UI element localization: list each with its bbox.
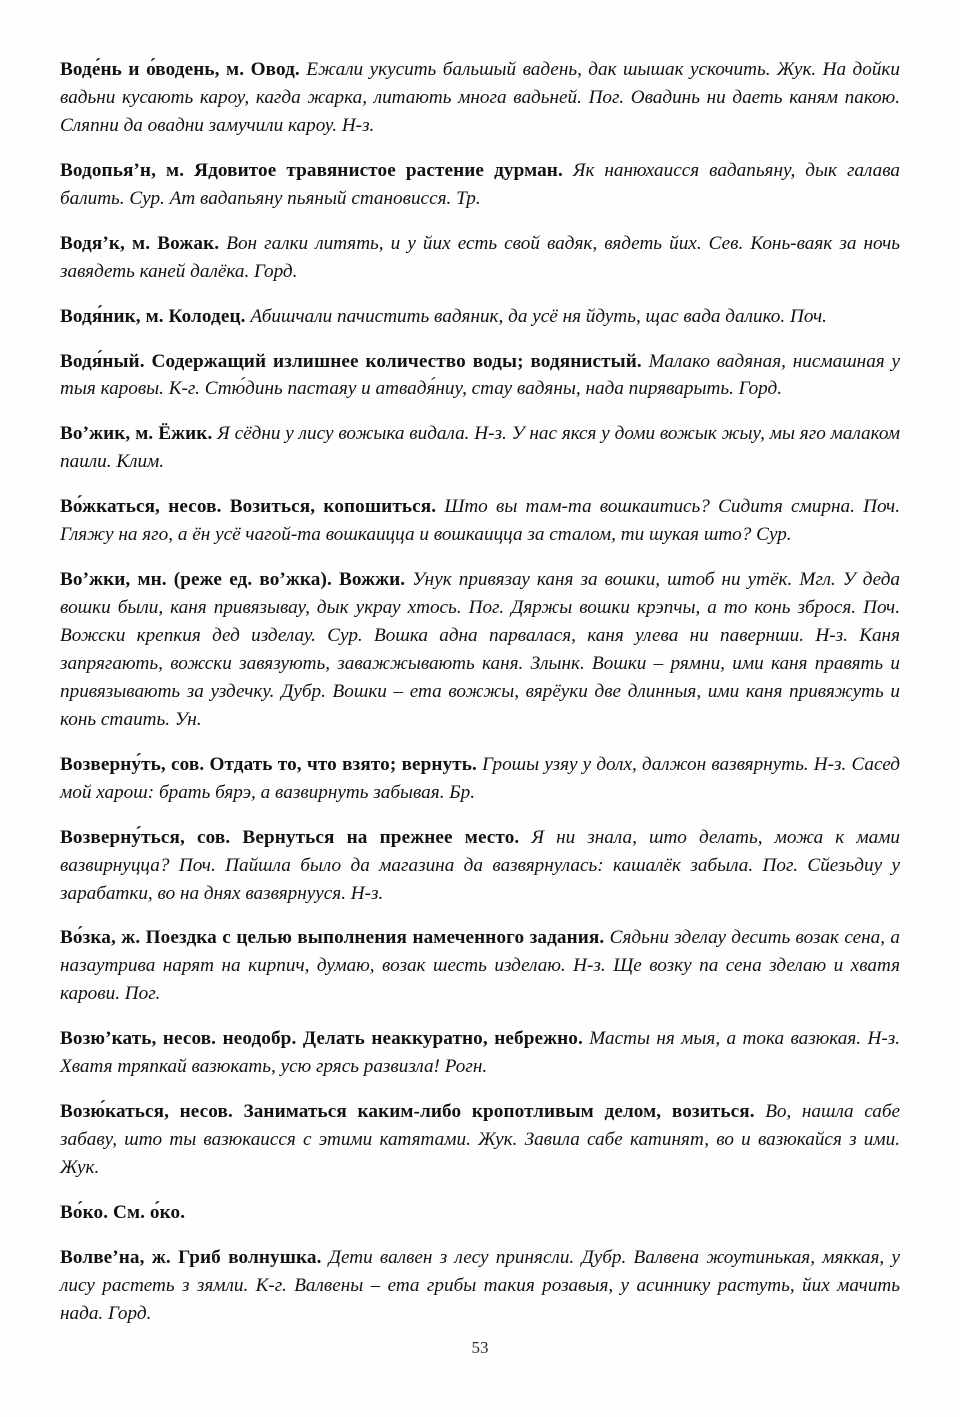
- entry-headword: Воде́нь и о́водень, м. Овод.: [60, 59, 300, 80]
- entry-examples: Дети валвен з лесу принясли. Дубр. Валвена жоутинькая, мяккая, у лису растеть з зямли. К-г. Валвены – ета грибы такия розавыя, у асиннику растуть, йих мачить нада. Горд.: [60, 1246, 901, 1324]
- entry-examples: Грошы узяу у долх, далжон вазвярнуть. Н-з. Сасед мой харош: брать бярэ, а вазвирнуть забывая. Бр.: [60, 753, 900, 803]
- entry-examples: Як нанюхаисся вадапьяну, дык галава балить. Сур. Ат вадапьяну пьяный становисся. Тр.: [60, 159, 901, 209]
- dictionary-entries-column: [60, 56, 900, 1328]
- entry-headword: Водя’к, м. Вожак.: [60, 232, 220, 254]
- entry-examples: Масты ня мыя, а тока вазюкая. Н-з. Хватя тряпкай вазюкать, усю грясь развизла! Рогн.: [60, 1028, 901, 1078]
- entry-headword: Возю́каться, несов. Заниматься каким-либо кропотливым делом, возиться.: [60, 1101, 755, 1123]
- entry-examples: Што вы там-та вошкаитись? Сидитя смирна. Поч. Гляжу на яго, а ён усё чагой-та вошкаицца и вошкаицца за сталом, ти шукая што? Сур.: [60, 496, 900, 546]
- dictionary-entry: [60, 1025, 900, 1081]
- entry-examples: Я ни знала, што делать, можа к мами вазвирнуцца? Поч. Пайшла было да магазина да вазвярнулась: кашалёк забыла. Пог. Сйезьдиу у зарабатки, во на днях вазвярнууся. Н-з.: [60, 826, 901, 904]
- entry-headword: Во́ко. См. о́ко.: [60, 1201, 186, 1223]
- dictionary-entry: [60, 348, 900, 404]
- entry-headword: Во́жкаться, несов. Возиться, копошиться.: [60, 496, 437, 518]
- entry-examples: Абишчали пачистить вадяник, да усё ня йдуть, щас вада далико. Поч.: [250, 305, 827, 327]
- dictionary-entry: [60, 157, 900, 213]
- entry-headword: Водя́ный. Содержащий излишнее количество воды; водянистый.: [60, 350, 642, 372]
- entry-headword: Волве’на, ж. Гриб волнушка.: [60, 1246, 322, 1268]
- entry-examples: Сядьни зделау десить возак сена, а назаутрива нарят на кирпич, думаю, возак шесть изделаю. Н-з. Ще возку па сена зделаю и хватя карови. Пог.: [60, 927, 901, 1005]
- dictionary-entry: [60, 751, 900, 807]
- entry-examples: Я сёдни у лису вожыка видала. Н-з. У нас якся у доми вожык жыу, мы яго малаком паили. Клим.: [60, 423, 900, 473]
- entry-headword: Во’жик, м. Ёжик.: [60, 423, 213, 445]
- dictionary-entry: [60, 420, 900, 476]
- entry-examples: Малако вадяная, нисмашная у тыя каровы. К-г. Стю́динь пастаяу и атвадя́ниу, стау вадяны, нада пиряварыть. Горд.: [60, 350, 900, 400]
- entry-examples: Во, нашла сабе забаву, што ты вазюкаисся с этими катятами. Жук. Завила сабе катинят, во и вазюкайся з ими. Жук.: [60, 1101, 900, 1178]
- dictionary-entry: [60, 230, 900, 286]
- dictionary-entry: [60, 566, 900, 734]
- entry-examples: Ежали укусить бальшый вадень, дак шышак ускочить. Жук. На дойки вадьни кусають кароу, кагда жарка, литають многа вадьней. Пог. Овадинь ни даеть каням пакою. Сляпни да овадни замучили кароу. Н-з.: [60, 59, 901, 136]
- entry-headword: Возверну́ться, сов. Вернуться на прежнее место.: [60, 826, 520, 848]
- dictionary-entry: [60, 824, 900, 908]
- entry-examples: Унук привязау каня за вошки, штоб ни утёк. Мгл. У деда вошки были, каня привязывау, дык украу хтось. Пог. Дяржы вошки крэпчы, а то конь зброся. Поч. Вожски крепкия дед изделау. Сур. Вошка адна парвалася, каня улева ни павернши. Н-з. Каня запрягають, вожски завязують, заважжывають каня. Злынк. Вошки – рямни, ими каня правять и привязывають за уздечку. Дубр. Вошки – ета вожжы, вярёуки две длинныя, ими каня привяжуть и конь стаить. Ун.: [60, 569, 900, 730]
- entry-headword: Возю’кать, несов. неодобр. Делать неаккуратно, небрежно.: [60, 1028, 583, 1050]
- entry-headword: Водопья’н, м. Ядовитое травянистое растение дурман.: [60, 159, 563, 181]
- entry-headword: Водя́ник, м. Колодец.: [60, 305, 246, 327]
- dictionary-entry: [60, 303, 900, 331]
- page-number: 53: [471, 1338, 489, 1357]
- entry-headword: Во’жки, мн. (реже ед. во’жка). Вожжи.: [60, 569, 406, 591]
- dictionary-entry: [60, 493, 900, 549]
- dictionary-entry: [60, 56, 900, 140]
- dictionary-entry: [60, 1199, 900, 1227]
- entry-examples: Вон галки литять, и у йих есть свой вадяк, вядеть йих. Сев. Конь-ваяк за ночь завядеть каней далёка. Горд.: [60, 232, 900, 282]
- dictionary-entry: [60, 1244, 900, 1328]
- entry-headword: Возверну́ть, сов. Отдать то, что взято; вернуть.: [60, 753, 477, 775]
- dictionary-entry: [60, 1098, 900, 1182]
- dictionary-entry: [60, 924, 900, 1008]
- entry-headword: Во́зка, ж. Поездка с целью выполнения намеченного задания.: [60, 927, 605, 949]
